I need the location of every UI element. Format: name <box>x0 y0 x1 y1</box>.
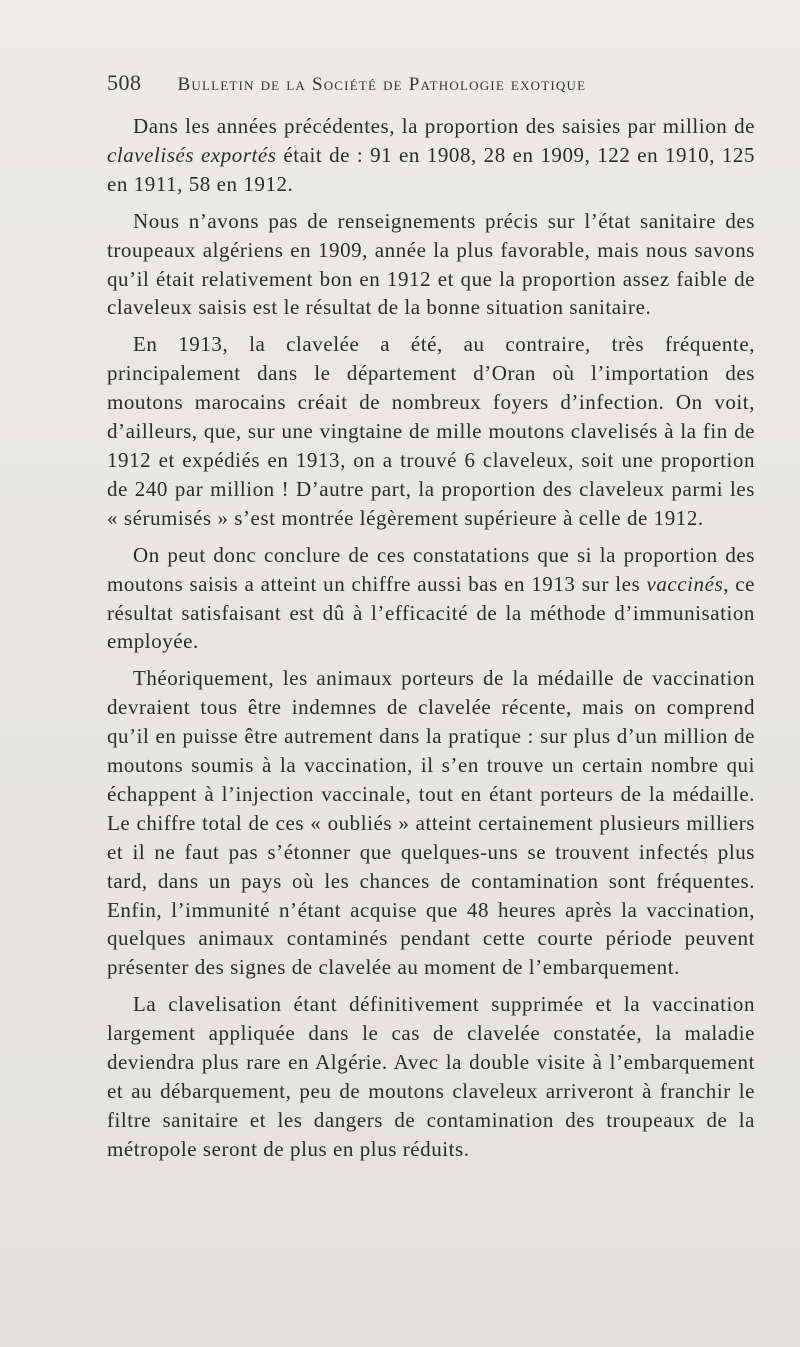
paragraph-5: Théoriquement, les animaux porteurs de la médaille de vaccination devraient tous être indemnes de clavelée récente, mais on comprend qu’il en puisse être autrement dans la pratique : sur plus d’un million de moutons soumis à la vaccination, il s’en trouve un certain nombre qui échappent à l’injection vaccinale, tout en étant porteurs de la médaille. Le chiffre total de ces « oubliés » atteint certainement plusieurs milliers et il ne faut pas s’étonner que quelques-uns se trouvent infectés plus tard, dans un pays où les chances de contamination sont fréquentes. Enfin, l’immunité n’étant acquise que 48 heures après la vaccination, quelques animaux contaminés pendant cette courte période peuvent présenter des signes de clavelée au moment de l’embarquement. <box>107 666 755 980</box>
paragraph-6: La clavelisation étant définitivement supprimée et la vaccination largement appliquée dans le cas de clavelée constatée, la maladie deviendra plus rare en Algérie. Avec la double visite à l’embarquement et au débarquement, peu de moutons claveleux arriveront à franchir le filtre sanitaire et les dangers de contamination des troupeaux de la métropole seront de plus en plus réduits. <box>107 992 755 1161</box>
body-text <box>107 112 755 1172</box>
paragraph-1-emphasis: clavelisés exportés <box>107 142 277 167</box>
page-header <box>107 70 667 102</box>
paragraph-4-text-a: On peut donc conclure de ces constatations que si la proportion des moutons saisis a atteint un chiffre aussi bas en 1913 sur les <box>107 542 755 596</box>
paragraph-2: Nous n’avons pas de renseignements précis sur l’état sanitaire des troupeaux algériens en 1909, année la plus favorable, mais nous savons qu’il était relativement bon en 1912 et que la proportion assez faible de claveleux saisis est le résultat de la bonne situation sanitaire. <box>107 208 755 320</box>
paragraph-4-text-b: , ce résultat satisfaisant est dû à l’efficacité de la méthode d’immunisation employée. <box>107 571 755 654</box>
paragraph-4 <box>107 541 755 657</box>
paragraph-4-emphasis: vaccinés <box>646 571 724 596</box>
page-number: 508 <box>107 70 142 95</box>
paragraph-3: En 1913, la clavelée a été, au contraire, très fréquente, principalement dans le département d’Oran où l’importation des moutons marocains créait de nombreux foyers d’infection. On voit, d’ailleurs, que, sur une vingtaine de mille moutons clavelisés à la fin de 1912 et expédiés en 1913, on a trouvé 6 claveleux, soit une proportion de 240 par million ! D’autre part, la proportion des claveleux parmi les « sérumisés » s’est montrée légèrement supérieure à celle de 1912. <box>107 332 755 530</box>
running-title: Bulletin de la Société de Pathologie exotique <box>177 74 587 95</box>
paragraph-1 <box>107 112 755 199</box>
paragraph-1-text-b: était de : 91 en 1908, 28 en 1909, 122 en 1910, 125 en 1911, 58 en 1912. <box>107 142 755 196</box>
paragraph-1-text-a: Dans les années précédentes, la proportion des saisies par million de <box>133 114 755 138</box>
